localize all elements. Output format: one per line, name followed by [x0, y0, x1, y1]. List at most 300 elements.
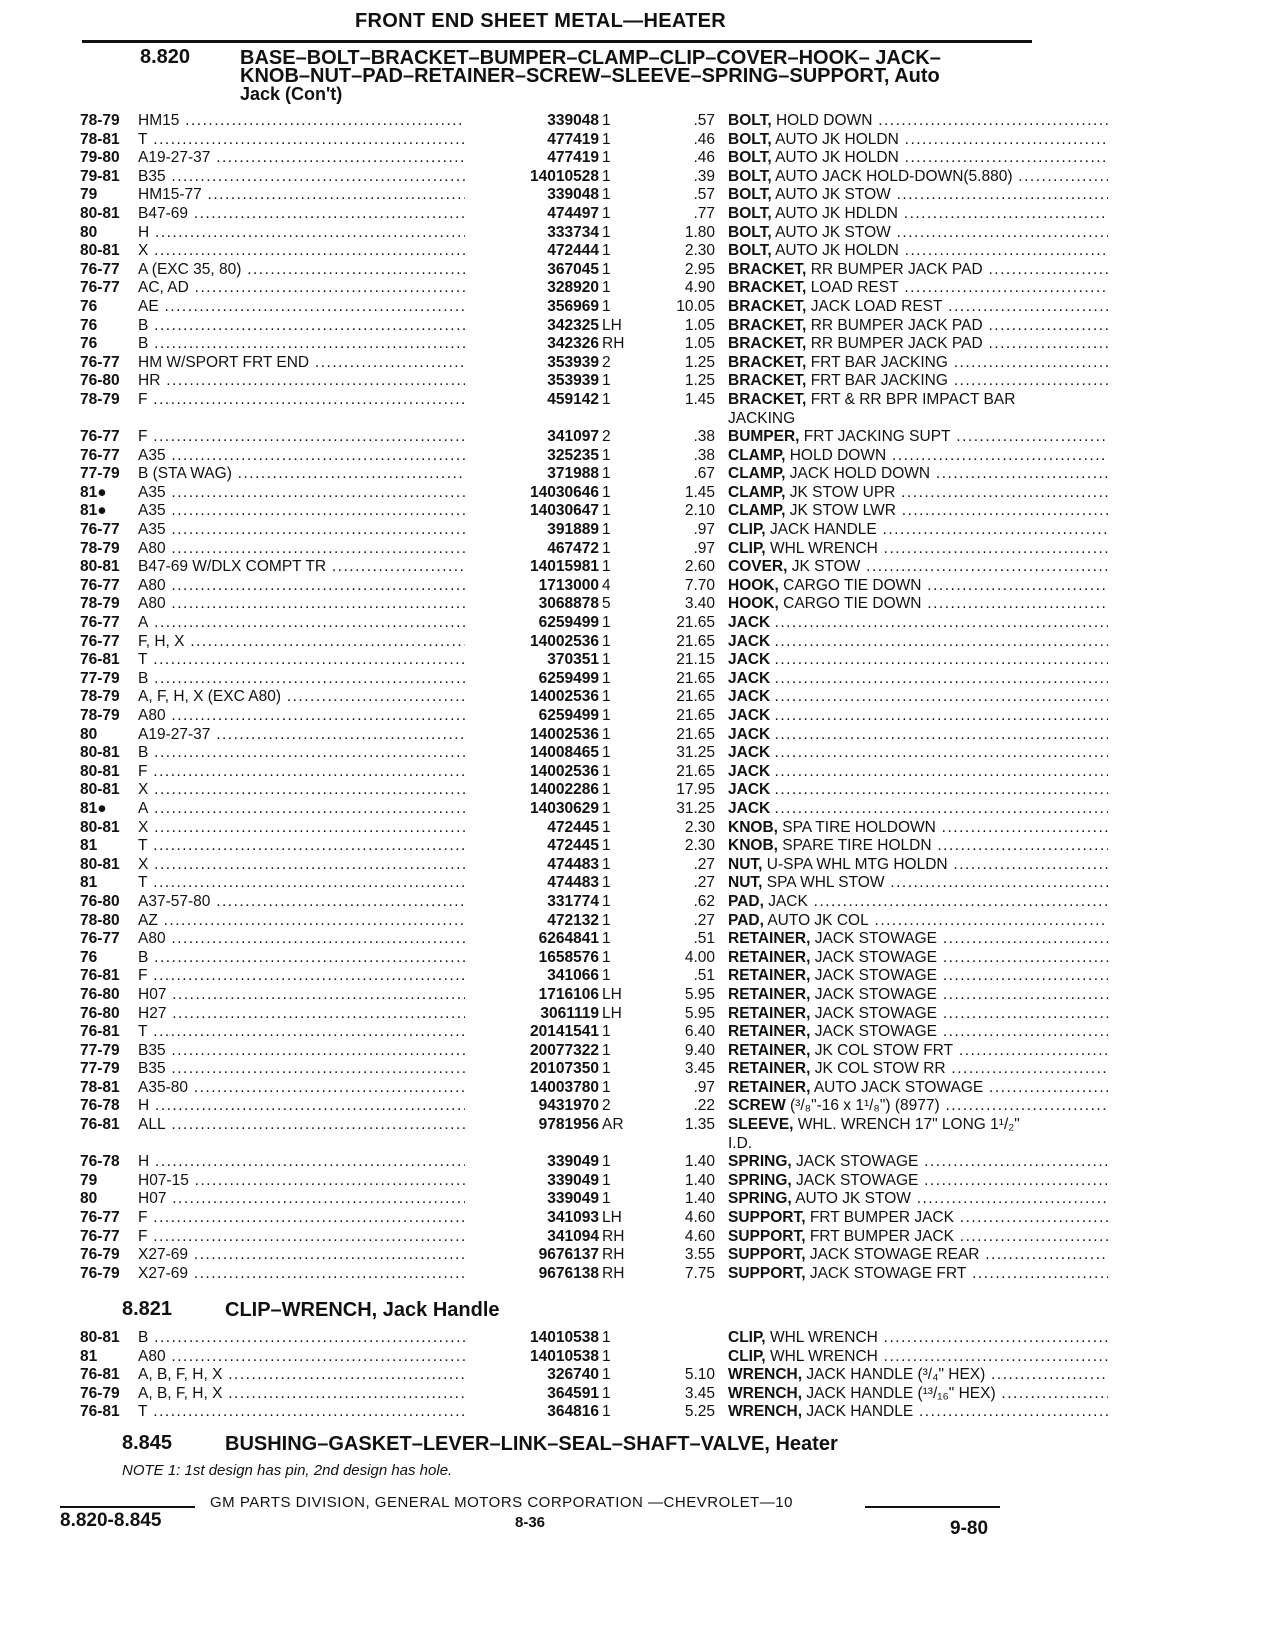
part-number: 341097 [465, 428, 599, 446]
description-keyword: SUPPORT, [728, 1227, 806, 1245]
description-keyword: BRACKET, [728, 353, 807, 371]
price: .57 [693, 186, 715, 204]
part-number: 333734 [465, 224, 599, 242]
model-code: A80 ..... [138, 707, 488, 725]
quantity: 1 [602, 799, 611, 817]
price: 7.70 [684, 576, 715, 594]
description-keyword: JACK [728, 744, 771, 762]
year-range: 76-77 [80, 632, 120, 650]
price: 21.65 [676, 614, 715, 632]
description-keyword: NUT, [728, 874, 763, 892]
quantity: 1 [602, 130, 611, 148]
year-range: 81● [80, 799, 107, 817]
description [728, 224, 1108, 242]
description-keyword: BOLT, [728, 204, 772, 222]
price: 2.30 [684, 242, 715, 260]
model-code: A (EXC 35, 80) ..... [138, 261, 488, 279]
price: .77 [693, 204, 715, 222]
model-code: A, B, F, H, X ..... [138, 1366, 488, 1384]
quantity: 1 [602, 818, 611, 836]
description-text: JK STOW UPR [789, 483, 896, 501]
description-keyword: COVER, [728, 558, 788, 576]
description [728, 614, 1108, 632]
model-code: F ..... [138, 1228, 488, 1246]
model-code: T ..... [138, 874, 488, 892]
description [728, 1172, 1108, 1190]
description [728, 112, 1108, 130]
description-keyword: JACK [728, 651, 771, 669]
part-number: 341093 [465, 1209, 599, 1227]
description-keyword: BRACKET, [728, 279, 807, 297]
part-number: 474483 [465, 856, 599, 874]
description [728, 558, 1108, 576]
model-code: T ..... [138, 837, 488, 855]
model-code: A19-27-37 ..... [138, 149, 488, 167]
price: 5.25 [684, 1403, 715, 1421]
description-text: JACK STOWAGE [796, 1171, 919, 1189]
description-keyword: RETAINER, [728, 985, 811, 1003]
price: 21.65 [676, 688, 715, 706]
description-keyword: BRACKET, [728, 260, 807, 278]
description [728, 317, 1108, 335]
description-keyword: BRACKET, [728, 316, 807, 334]
quantity: 1 [602, 948, 611, 966]
part-number: 328920 [465, 279, 599, 297]
description-text: FRT BUMPER JACK [809, 1209, 954, 1227]
price: .97 [693, 1078, 715, 1096]
price: 1.45 [684, 483, 715, 501]
part-number: 14015981 [465, 558, 599, 576]
description [728, 819, 1108, 837]
price: 9.40 [684, 1041, 715, 1059]
description-keyword: JACK [728, 725, 771, 743]
model-code: X ..... [138, 781, 488, 799]
quantity: 1 [602, 1153, 611, 1171]
description-text: JACK STOWAGE [814, 948, 938, 966]
description [728, 1246, 1108, 1264]
year-range: 76-78 [80, 1153, 120, 1171]
description-keyword: JACK [728, 688, 771, 706]
model-code: A80 ..... [138, 577, 488, 595]
part-number: 9781956 [465, 1116, 599, 1134]
price: 4.60 [684, 1209, 715, 1227]
year-range: 81● [80, 502, 107, 520]
description-keyword: SUPPORT, [728, 1264, 806, 1282]
footer-text: GM PARTS DIVISION, GENERAL MOTORS CORPORATION —CHEVROLET—10 [210, 1494, 793, 1511]
description-keyword: CLAMP, [728, 465, 786, 483]
description [728, 521, 1108, 539]
model-code: A80 ..... [138, 930, 488, 948]
price: .67 [693, 465, 715, 483]
part-number: 3061119 [465, 1005, 599, 1023]
part-number: 9676137 [465, 1246, 599, 1264]
description [728, 465, 1108, 483]
quantity: AR [602, 1116, 624, 1134]
description [728, 428, 1108, 446]
description-text: JACK STOWAGE [796, 1153, 919, 1171]
description-keyword: WRENCH, [728, 1384, 803, 1402]
part-number: 339049 [465, 1172, 599, 1190]
price: 17.95 [676, 781, 715, 799]
description-text: CARGO TIE DOWN [783, 576, 922, 594]
description-text: JACK HANDLE (³/₄" HEX) [806, 1366, 986, 1384]
description-keyword: CLAMP, [728, 446, 786, 464]
part-number: 9431970 [465, 1097, 599, 1115]
quantity: 1 [602, 632, 611, 650]
description [728, 800, 1108, 818]
year-range: 78-79 [80, 595, 120, 613]
description-text: SPA WHL STOW [766, 874, 885, 892]
part-number: 14002536 [465, 763, 599, 781]
model-code: HM W/SPORT FRT END ..... [138, 354, 488, 372]
year-range: 77-79 [80, 465, 120, 483]
part-number: 467472 [465, 540, 599, 558]
description-text: FRT JACKING SUPT [803, 428, 951, 446]
description [728, 1060, 1108, 1078]
description-text: HOLD DOWN [775, 112, 873, 129]
description [728, 726, 1108, 744]
description [728, 186, 1108, 204]
model-code: B ..... [138, 335, 488, 353]
page-header-title: FRONT END SHEET METAL—HEATER [355, 10, 726, 32]
description [728, 354, 1108, 372]
price: .39 [693, 167, 715, 185]
model-code: H ..... [138, 1097, 488, 1115]
footer-section-range: 8.820-8.845 [60, 1510, 162, 1531]
description [728, 1116, 1108, 1134]
description-keyword: JACK [728, 762, 771, 780]
part-number: 14030629 [465, 800, 599, 818]
part-number: 1713000 [465, 577, 599, 595]
description [728, 874, 1108, 892]
description-keyword: KNOB, [728, 837, 778, 855]
year-range: 80 [80, 223, 98, 241]
part-number: 341066 [465, 967, 599, 985]
description-keyword: PAD, [728, 911, 764, 929]
description-text: AUTO JACK STOWAGE [813, 1078, 984, 1096]
section-title-8820-line2: KNOB–NUT–PAD–RETAINER–SCREW–SLEEVE–SPRING–SUPPORT, Auto [240, 65, 940, 87]
description [728, 410, 1108, 428]
description-text: JACK [768, 892, 808, 910]
description-text: RR BUMPER JACK PAD [810, 335, 983, 353]
description-keyword: JACK [728, 614, 771, 632]
description [728, 595, 1108, 613]
description-text: AUTO JK HDLDN [775, 204, 898, 222]
quantity: 1 [602, 762, 611, 780]
quantity: 1 [602, 465, 611, 483]
model-code: A ..... [138, 800, 488, 818]
description-text: WHL WRENCH [769, 1347, 878, 1365]
model-code: F ..... [138, 1209, 488, 1227]
price: 2.30 [684, 818, 715, 836]
part-number: 391889 [465, 521, 599, 539]
description [728, 893, 1108, 911]
description-keyword: WRENCH, [728, 1366, 803, 1384]
description-keyword: BRACKET, [728, 335, 807, 353]
price: .51 [693, 967, 715, 985]
quantity: 2 [602, 428, 611, 446]
description-keyword: JACK [728, 669, 771, 687]
quantity: 1 [602, 669, 611, 687]
description-text: U-SPA WHL MTG HOLDN [766, 855, 948, 873]
year-range: 77-79 [80, 1041, 120, 1059]
model-code: ALL ..... [138, 1116, 488, 1134]
price: 31.25 [676, 799, 715, 817]
description [728, 149, 1108, 167]
description [728, 279, 1108, 297]
description [728, 967, 1108, 985]
quantity: 1 [602, 725, 611, 743]
model-code: B35 ..... [138, 1042, 488, 1060]
year-range: 80-81 [80, 818, 120, 836]
year-range: 76-77 [80, 1209, 120, 1227]
description-text: RR BUMPER JACK PAD [810, 316, 983, 334]
model-code: AE ..... [138, 298, 488, 316]
description [728, 1097, 1108, 1115]
year-range: 76-77 [80, 614, 120, 632]
description-keyword: CLIP, [728, 1347, 766, 1365]
price: 6.40 [684, 1023, 715, 1041]
model-code: X ..... [138, 819, 488, 837]
description-keyword: WRENCH, [728, 1403, 803, 1421]
footer-rule-left [60, 1506, 195, 1508]
part-number: 472445 [465, 819, 599, 837]
description-keyword: BOLT, [728, 223, 772, 241]
section-number-8821: 8.821 [122, 1298, 173, 1320]
model-code: A35 ..... [138, 484, 488, 502]
description [728, 1366, 1108, 1384]
description-keyword: BUMPER, [728, 428, 800, 446]
description [728, 670, 1108, 688]
price: 3.45 [684, 1384, 715, 1402]
description-text: FRT & RR BPR IMPACT BAR [810, 390, 1016, 408]
year-range: 76-79 [80, 1384, 120, 1402]
price: 1.40 [684, 1190, 715, 1208]
description [728, 261, 1108, 279]
description-keyword: HOOK, [728, 595, 779, 613]
description [728, 1228, 1108, 1246]
quantity: 1 [602, 1190, 611, 1208]
price: 3.55 [684, 1246, 715, 1264]
part-number: 6259499 [465, 707, 599, 725]
section-title-8821: CLIP–WRENCH, Jack Handle [225, 1299, 500, 1321]
description-text: AUTO JK STOW [795, 1190, 911, 1208]
description-text: AUTO JK HOLDN [775, 130, 899, 148]
model-code: A, B, F, H, X ..... [138, 1385, 488, 1403]
price: 1.05 [684, 316, 715, 334]
model-code: B ..... [138, 317, 488, 335]
quantity: 1 [602, 446, 611, 464]
quantity: 1 [602, 651, 611, 669]
part-number: 14030646 [465, 484, 599, 502]
part-number: 14002536 [465, 633, 599, 651]
quantity: 1 [602, 744, 611, 762]
part-number: 472444 [465, 242, 599, 260]
part-number: 339048 [465, 186, 599, 204]
description-text: AUTO JK STOW [775, 223, 891, 241]
description [728, 837, 1108, 855]
model-code: A ..... [138, 614, 488, 632]
price: 10.05 [676, 297, 715, 315]
year-range: 80-81 [80, 855, 120, 873]
model-code: X27-69 ..... [138, 1246, 488, 1264]
year-range: 80-81 [80, 242, 120, 260]
year-range: 81 [80, 837, 98, 855]
part-number: 341094 [465, 1228, 599, 1246]
price: 4.90 [684, 279, 715, 297]
part-number: 474483 [465, 874, 599, 892]
year-range: 78-81 [80, 130, 120, 148]
description-text: JACK STOWAGE FRT [809, 1264, 967, 1282]
year-range: 78-80 [80, 911, 120, 929]
quantity: RH [602, 335, 625, 353]
description [728, 1135, 1108, 1153]
description-keyword: SUPPORT, [728, 1246, 806, 1264]
footer-rule-right [865, 1506, 1000, 1508]
description-keyword: BOLT, [728, 130, 772, 148]
description [728, 1209, 1108, 1227]
year-range: 76-80 [80, 1004, 120, 1022]
model-code: X ..... [138, 856, 488, 874]
description-text: CARGO TIE DOWN [783, 595, 922, 613]
year-range: 77-79 [80, 669, 120, 687]
part-number: 477419 [465, 131, 599, 149]
quantity: 1 [602, 967, 611, 985]
description-keyword: BRACKET, [728, 390, 807, 408]
part-number: 331774 [465, 893, 599, 911]
part-number: 342326 [465, 335, 599, 353]
year-range: 80 [80, 1190, 98, 1208]
year-range: 80 [80, 725, 98, 743]
price: .22 [693, 1097, 715, 1115]
year-range: 78-79 [80, 707, 120, 724]
price: 4.60 [684, 1227, 715, 1245]
year-range: 76-77 [80, 446, 120, 464]
description-text: AUTO JK COL [767, 911, 869, 929]
price: .27 [693, 911, 715, 929]
model-code: B ..... [138, 670, 488, 688]
description [728, 1153, 1108, 1171]
price: 31.25 [676, 744, 715, 762]
description-text: AUTO JK STOW [775, 186, 891, 204]
part-number: 370351 [465, 651, 599, 669]
quantity: 1 [602, 372, 611, 390]
section-number-8820: 8.820 [140, 46, 191, 68]
part-number: 353939 [465, 372, 599, 390]
section-title-8820-line3: Jack (Con't) [240, 84, 343, 104]
description-keyword: RETAINER, [728, 1060, 811, 1078]
description [728, 651, 1108, 669]
model-code: F ..... [138, 763, 488, 781]
description-text: FRT BUMPER JACK [809, 1227, 954, 1245]
part-number: 472445 [465, 837, 599, 855]
quantity: 1 [602, 1023, 611, 1041]
description [728, 781, 1108, 799]
year-range: 79 [80, 1171, 98, 1189]
price: 5.10 [684, 1366, 715, 1384]
quantity: 1 [602, 855, 611, 873]
quantity: 1 [602, 186, 611, 204]
model-code: A35 ..... [138, 502, 488, 520]
part-number: 342325 [465, 317, 599, 335]
model-code: T ..... [138, 131, 488, 149]
year-range: 79 [80, 186, 98, 204]
part-number: 20107350 [465, 1060, 599, 1078]
year-range: 76-81 [80, 1116, 120, 1134]
year-range: 79-81 [80, 167, 120, 185]
year-range: 76-80 [80, 985, 120, 1003]
quantity: 1 [602, 1171, 611, 1189]
description [728, 986, 1108, 1004]
description [728, 372, 1108, 390]
year-range: 76-77 [80, 1227, 120, 1245]
price: 3.40 [684, 595, 715, 613]
price: 2.60 [684, 558, 715, 576]
note-text: NOTE 1: 1st design has pin, 2nd design has hole. [122, 1462, 453, 1479]
model-code: A80 ..... [138, 595, 488, 613]
description [728, 930, 1108, 948]
footer-page-number: 8-36 [515, 1514, 546, 1531]
quantity: 1 [602, 521, 611, 539]
model-code: F ..... [138, 391, 488, 409]
model-code: F ..... [138, 428, 488, 446]
quantity: 5 [602, 595, 611, 613]
year-range: 80-81 [80, 744, 120, 762]
model-code: HM15-77 ..... [138, 186, 488, 204]
year-range: 76-77 [80, 279, 120, 297]
year-range: 78-79 [80, 688, 120, 706]
description-text: JK COL STOW FRT [814, 1041, 954, 1059]
description [728, 1079, 1108, 1097]
quantity: LH [602, 1004, 622, 1022]
part-number: 6264841 [465, 930, 599, 948]
part-number: 20141541 [465, 1023, 599, 1041]
description-text: I.D. [728, 1134, 753, 1152]
description-text: JACK STOWAGE [814, 1004, 938, 1022]
description [728, 744, 1108, 762]
description-text: RR BUMPER JACK PAD [810, 260, 983, 278]
description-keyword: HOOK, [728, 576, 779, 594]
description-text: JACKING [728, 409, 796, 427]
description-text: JK STOW [791, 558, 861, 576]
quantity: 1 [602, 1078, 611, 1096]
description-keyword: CLIP, [728, 1329, 766, 1346]
quantity: 1 [602, 688, 611, 706]
quantity: 1 [602, 874, 611, 892]
year-range: 76 [80, 335, 98, 353]
year-range: 80-81 [80, 781, 120, 799]
part-number: 326740 [465, 1366, 599, 1384]
section-number-8845: 8.845 [122, 1432, 173, 1454]
quantity: 1 [602, 483, 611, 501]
model-code: A37-57-80 ..... [138, 893, 488, 911]
part-number: 459142 [465, 391, 599, 409]
description-text: JACK LOAD REST [810, 297, 943, 315]
part-number: 14003780 [465, 1079, 599, 1097]
description-text: JACK HANDLE (¹³/₁₆" HEX) [806, 1384, 996, 1402]
model-code: HM15 ..... [138, 112, 488, 130]
price: 21.15 [676, 651, 715, 669]
year-range: 76 [80, 316, 98, 334]
model-code: H ..... [138, 1153, 488, 1171]
quantity: 1 [602, 112, 611, 129]
model-code: H ..... [138, 224, 488, 242]
quantity: RH [602, 1246, 625, 1264]
model-code: F ..... [138, 967, 488, 985]
price: .38 [693, 428, 715, 446]
model-code: H27 ..... [138, 1005, 488, 1023]
year-range: 76-77 [80, 521, 120, 539]
